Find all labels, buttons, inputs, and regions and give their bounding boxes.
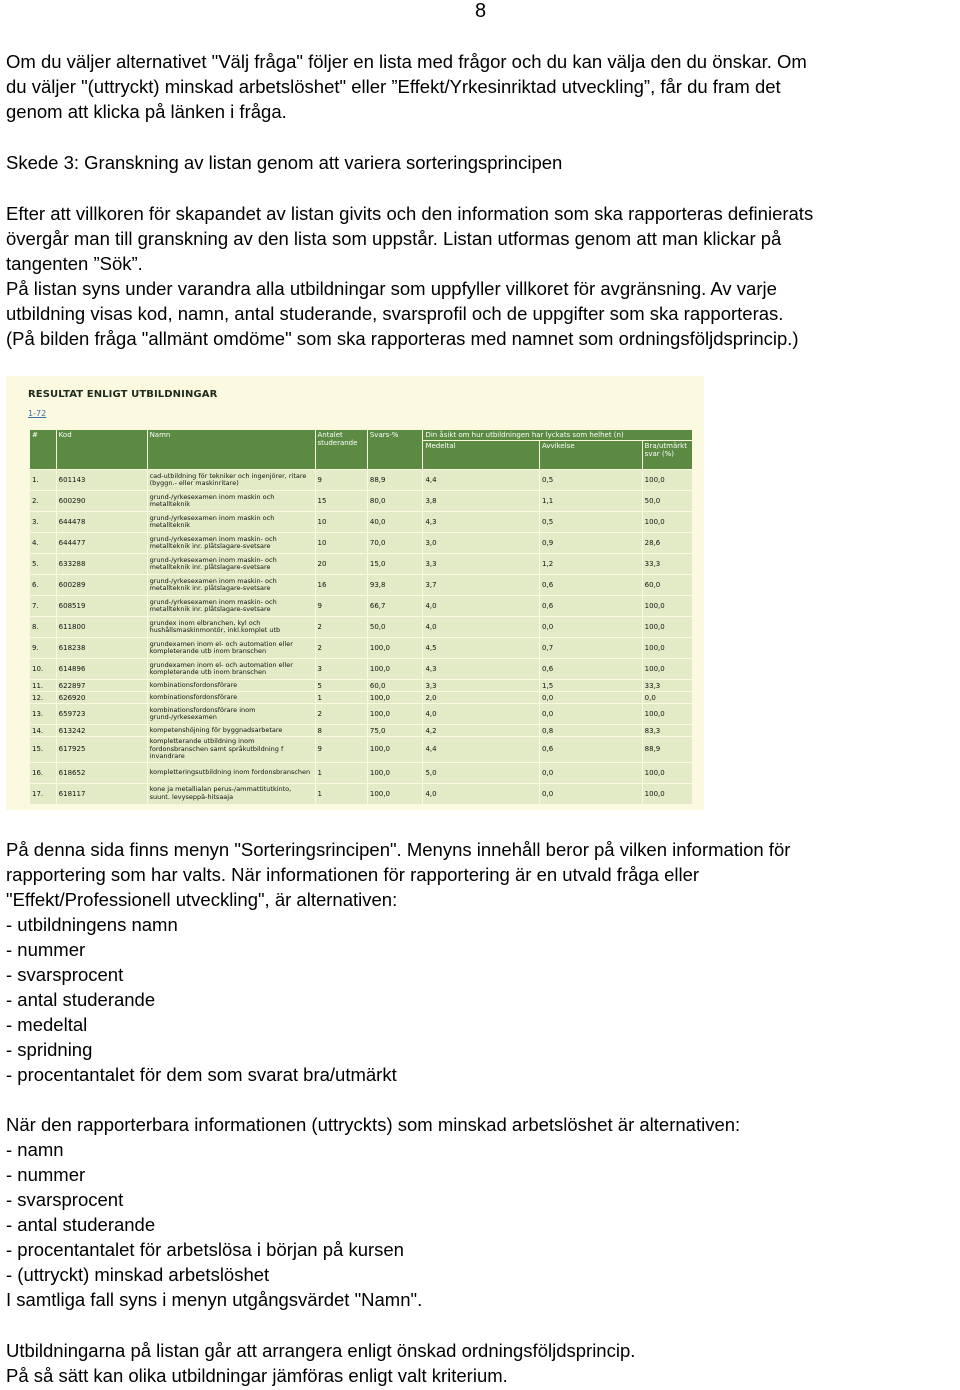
col-header-good[interactable]: Bra/utmärkt svar (%)	[643, 441, 692, 469]
col-header-name[interactable]: Namn	[148, 430, 315, 469]
row-number: 12.	[30, 692, 56, 703]
text-line: På denna sida finns menyn "Sorteringsrincipen". Menyns innehåll beror på vilken information för	[6, 839, 791, 860]
table-row	[30, 680, 692, 691]
table-row	[30, 763, 692, 783]
row-good: 100,0	[643, 470, 692, 490]
text-line: utbildning visas kod, namn, antal studerande, svarsprofil och de uppgifter som ska rapporteras.	[6, 303, 784, 324]
row-pct: 75,0	[368, 725, 423, 736]
row-code: 611800	[57, 617, 147, 637]
row-students: 8	[316, 725, 367, 736]
row-dev: 0,0	[540, 692, 642, 703]
table-row	[30, 575, 692, 595]
row-number: 9.	[30, 638, 56, 658]
row-dev: 0,6	[540, 596, 642, 616]
list-item: - utbildningens namn	[6, 914, 178, 935]
row-pct: 70,0	[368, 533, 423, 553]
row-pct: 100,0	[368, 737, 423, 762]
row-name: grundex inom elbranchen, kyl och hushållsmaskinmontör, inkl.komplet utb	[148, 617, 315, 637]
col-header-pct[interactable]: Svars-%	[368, 430, 423, 469]
row-good: 83,3	[643, 725, 692, 736]
section-heading	[6, 150, 956, 175]
row-pct: 100,0	[368, 704, 423, 724]
row-good: 50,0	[643, 491, 692, 511]
col-header-code[interactable]: Kod	[57, 430, 147, 469]
list-item: - medeltal	[6, 1014, 88, 1035]
menu-paragraph	[6, 837, 956, 1087]
intro-paragraph	[6, 49, 956, 124]
row-code: 600289	[57, 575, 147, 595]
row-good: 100,0	[643, 617, 692, 637]
row-code: 618238	[57, 638, 147, 658]
closing-paragraph	[6, 1338, 956, 1388]
list-item: - procentantalet för dem som svarat bra/utmärkt	[6, 1064, 397, 1085]
row-name: grundexamen inom el- och automation eller kompleterande utb inom branschen	[148, 659, 315, 679]
row-good: 100,0	[643, 763, 692, 783]
list-item: - procentantalet för arbetslösa i början på kursen	[6, 1239, 404, 1260]
row-name: grund-/yrkesexamen inom maskin- och metallteknik inr. plåtslagare-svetsare	[148, 533, 315, 553]
row-code: 633288	[57, 554, 147, 574]
row-name: grund-/yrkesexamen inom maskin- och metallteknik inr. plåtslagare-svetsare	[148, 575, 315, 595]
row-good: 100,0	[643, 659, 692, 679]
row-mean: 2,0	[423, 692, 539, 703]
list-item: - nummer	[6, 1164, 86, 1185]
row-mean: 4,4	[423, 470, 539, 490]
row-mean: 5,0	[423, 763, 539, 783]
table-row	[30, 491, 692, 511]
row-dev: 0,0	[540, 763, 642, 783]
row-mean: 4,4	[423, 737, 539, 762]
row-pct: 40,0	[368, 512, 423, 532]
row-students: 10	[316, 512, 367, 532]
row-good: 60,0	[643, 575, 692, 595]
row-good: 100,0	[643, 638, 692, 658]
text-line: genom att klicka på länken i fråga.	[6, 101, 287, 122]
text-line: Efter att villkoren för skapandet av listan givits och den information som ska rapporteras definierats	[6, 203, 814, 224]
row-students: 15	[316, 491, 367, 511]
table-row	[30, 533, 692, 553]
row-number: 16.	[30, 763, 56, 783]
row-dev: 1,2	[540, 554, 642, 574]
row-mean: 4,0	[423, 617, 539, 637]
row-good: 28,6	[643, 533, 692, 553]
row-number: 8.	[30, 617, 56, 637]
row-code: 600290	[57, 491, 147, 511]
row-students: 2	[316, 638, 367, 658]
table-row	[30, 638, 692, 658]
row-pct: 80,0	[368, 491, 423, 511]
row-students: 1	[316, 692, 367, 703]
row-name: kombinationsfordonsförare	[148, 680, 315, 691]
table-row	[30, 725, 692, 736]
table-row	[30, 554, 692, 574]
col-header-mean[interactable]: Medeltal	[423, 441, 539, 469]
results-table-body	[30, 470, 692, 804]
row-code: 613242	[57, 725, 147, 736]
row-code: 644477	[57, 533, 147, 553]
list-item: - svarsprocent	[6, 1189, 124, 1210]
text-line: övergår man till granskning av den lista som uppstår. Listan utformas genom att man klickar på	[6, 228, 782, 249]
row-number: 1.	[30, 470, 56, 490]
row-number: 5.	[30, 554, 56, 574]
row-code: 644478	[57, 512, 147, 532]
row-pct: 66,7	[368, 596, 423, 616]
row-code: 614896	[57, 659, 147, 679]
row-mean: 3,3	[423, 554, 539, 574]
results-title: RESULTAT ENLIGT UTBILDNINGAR	[28, 389, 218, 400]
row-code: 618117	[57, 784, 147, 804]
row-students: 16	[316, 575, 367, 595]
text-line: tangenten ”Sök”.	[6, 253, 143, 274]
row-code: 622897	[57, 680, 147, 691]
row-mean: 4,2	[423, 725, 539, 736]
row-number: 17.	[30, 784, 56, 804]
text-line: rapportering som har valts. När informationen för rapportering är en utvald fråga eller	[6, 864, 700, 885]
row-name: cad-utbildning för tekniker och ingenjörer, ritare (byggn.- eller maskinritare)	[148, 470, 315, 490]
unemployment-paragraph	[6, 1112, 956, 1312]
list-item: - spridning	[6, 1039, 93, 1060]
row-pct: 50,0	[368, 617, 423, 637]
row-good: 88,9	[643, 737, 692, 762]
row-mean: 4,5	[423, 638, 539, 658]
row-pct: 100,0	[368, 763, 423, 783]
row-pct: 88,9	[368, 470, 423, 490]
row-number: 2.	[30, 491, 56, 511]
row-mean: 3,0	[423, 533, 539, 553]
table-row	[30, 692, 692, 703]
row-dev: 0,5	[540, 512, 642, 532]
row-good: 100,0	[643, 596, 692, 616]
row-students: 2	[316, 704, 367, 724]
row-dev: 0,7	[540, 638, 642, 658]
list-item: - nummer	[6, 939, 86, 960]
pager-link[interactable]: 1-72	[28, 409, 47, 418]
row-name: kombinationsfordonsförare inom grund-/yrkesexamen	[148, 704, 315, 724]
row-code: 659723	[57, 704, 147, 724]
row-code: 601143	[57, 470, 147, 490]
table-row	[30, 704, 692, 724]
row-mean: 4,3	[423, 659, 539, 679]
row-number: 3.	[30, 512, 56, 532]
row-students: 9	[316, 737, 367, 762]
table-row	[30, 512, 692, 532]
row-dev: 0,0	[540, 784, 642, 804]
results-table	[29, 429, 693, 805]
row-name: kompletteringsutbildning inom fordonsbranschen	[148, 763, 315, 783]
col-header-num: #	[30, 430, 56, 469]
row-students: 9	[316, 470, 367, 490]
text-line: I samtliga fall syns i menyn utgångsvärdet "Namn".	[6, 1289, 423, 1310]
row-pct: 100,0	[368, 692, 423, 703]
row-students: 1	[316, 763, 367, 783]
table-row	[30, 659, 692, 679]
row-dev: 0,8	[540, 725, 642, 736]
row-good: 100,0	[643, 784, 692, 804]
col-header-dev[interactable]: Avvikelse	[540, 441, 642, 469]
text-line: När den rapporterbara informationen (uttryckts) som minskad arbetslöshet är alternativen:	[6, 1114, 741, 1135]
row-pct: 100,0	[368, 659, 423, 679]
text-line: du väljer "(uttryckt) minskad arbetslöshet" eller ”Effekt/Yrkesinriktad utveckling”, får du fram det	[6, 76, 781, 97]
row-good: 100,0	[643, 704, 692, 724]
row-students: 20	[316, 554, 367, 574]
results-table-wrapper	[29, 429, 693, 810]
table-row	[30, 470, 692, 490]
row-code: 618652	[57, 763, 147, 783]
row-dev: 0,6	[540, 737, 642, 762]
row-dev: 1,5	[540, 680, 642, 691]
text-line: På listan syns under varandra alla utbildningar som uppfyller villkoret för avgränsning. Av varje	[6, 278, 777, 299]
col-header-group: Din åsikt om hur utbildningen har lyckats som helhet (n)	[423, 430, 692, 440]
row-dev: 0,9	[540, 533, 642, 553]
row-name: grund-/yrkesexamen inom maskin- och metallteknik inr. plåtslagare-svetsare	[148, 596, 315, 616]
page-number: 8	[475, 0, 487, 22]
row-good: 100,0	[643, 512, 692, 532]
list-item: - (uttryckt) minskad arbetslöshet	[6, 1264, 270, 1285]
row-dev: 0,6	[540, 659, 642, 679]
row-name: kompletterande utbildning inom fordonsbranschen samt språkutbildning f invandrare	[148, 737, 315, 762]
list-item: - namn	[6, 1139, 64, 1160]
row-dev: 0,0	[540, 617, 642, 637]
row-number: 13.	[30, 704, 56, 724]
row-mean: 4,3	[423, 512, 539, 532]
row-mean: 3,7	[423, 575, 539, 595]
text-line: Om du väljer alternativet "Välj fråga" följer en lista med frågor och du kan välja den du önskar. Om	[6, 51, 807, 72]
row-students: 2	[316, 617, 367, 637]
row-number: 10.	[30, 659, 56, 679]
table-row	[30, 617, 692, 637]
row-pct: 15,0	[368, 554, 423, 574]
row-good: 0,0	[643, 692, 692, 703]
row-mean: 4,0	[423, 596, 539, 616]
col-header-students[interactable]: Antalet studerande	[316, 430, 367, 469]
row-code: 626920	[57, 692, 147, 703]
table-row	[30, 737, 692, 762]
row-mean: 4,0	[423, 784, 539, 804]
row-number: 11.	[30, 680, 56, 691]
row-mean: 3,3	[423, 680, 539, 691]
text-line: Utbildningarna på listan går att arrangera enligt önskad ordningsföljdsprincip.	[6, 1340, 636, 1361]
row-number: 4.	[30, 533, 56, 553]
row-mean: 3,8	[423, 491, 539, 511]
granskning-paragraph	[6, 201, 956, 351]
text-line: "Effekt/Professionell utveckling", är alternativen:	[6, 889, 398, 910]
row-dev: 0,6	[540, 575, 642, 595]
embedded-results-screenshot	[6, 376, 704, 810]
row-good: 33,3	[643, 554, 692, 574]
row-students: 1	[316, 784, 367, 804]
text-line: (På bilden fråga "allmänt omdöme" som ska rapporteras med namnet som ordningsföljdsprincip.)	[6, 328, 799, 349]
text-line: På så sätt kan olika utbildningar jämföras enligt valt kriterium.	[6, 1365, 508, 1386]
row-dev: 0,5	[540, 470, 642, 490]
row-name: grund-/yrkesexamen inom maskin och metallteknik	[148, 512, 315, 532]
table-row	[30, 784, 692, 804]
row-number: 15.	[30, 737, 56, 762]
row-pct: 60,0	[368, 680, 423, 691]
row-code: 608519	[57, 596, 147, 616]
row-good: 33,3	[643, 680, 692, 691]
row-students: 10	[316, 533, 367, 553]
list-item: - antal studerande	[6, 1214, 156, 1235]
row-code: 617925	[57, 737, 147, 762]
row-pct: 100,0	[368, 784, 423, 804]
row-students: 5	[316, 680, 367, 691]
row-pct: 100,0	[368, 638, 423, 658]
row-name: kompetenshöjning för byggnadsarbetare	[148, 725, 315, 736]
row-mean: 4,0	[423, 704, 539, 724]
table-row	[30, 596, 692, 616]
heading-line: Skede 3: Granskning av listan genom att variera sorteringsprincipen	[6, 152, 563, 173]
row-name: kombinationsfordonsförare	[148, 692, 315, 703]
row-number: 7.	[30, 596, 56, 616]
row-pct: 93,8	[368, 575, 423, 595]
row-dev: 1,1	[540, 491, 642, 511]
row-students: 3	[316, 659, 367, 679]
row-students: 9	[316, 596, 367, 616]
row-name: grundexamen inom el- och automation eller kompleterande utb inom branschen	[148, 638, 315, 658]
row-number: 6.	[30, 575, 56, 595]
row-name: grund-/yrkesexamen inom maskin- och metallteknik inr. plåtslagare-svetsare	[148, 554, 315, 574]
row-dev: 0,0	[540, 704, 642, 724]
list-item: - svarsprocent	[6, 964, 124, 985]
list-item: - antal studerande	[6, 989, 156, 1010]
row-name: kone ja metallialan perus-/ammattitutkinto, suunt. levyseppä-hitsaaja	[148, 784, 315, 804]
row-name: grund-/yrkesexamen inom maskin och metallteknik	[148, 491, 315, 511]
row-number: 14.	[30, 725, 56, 736]
